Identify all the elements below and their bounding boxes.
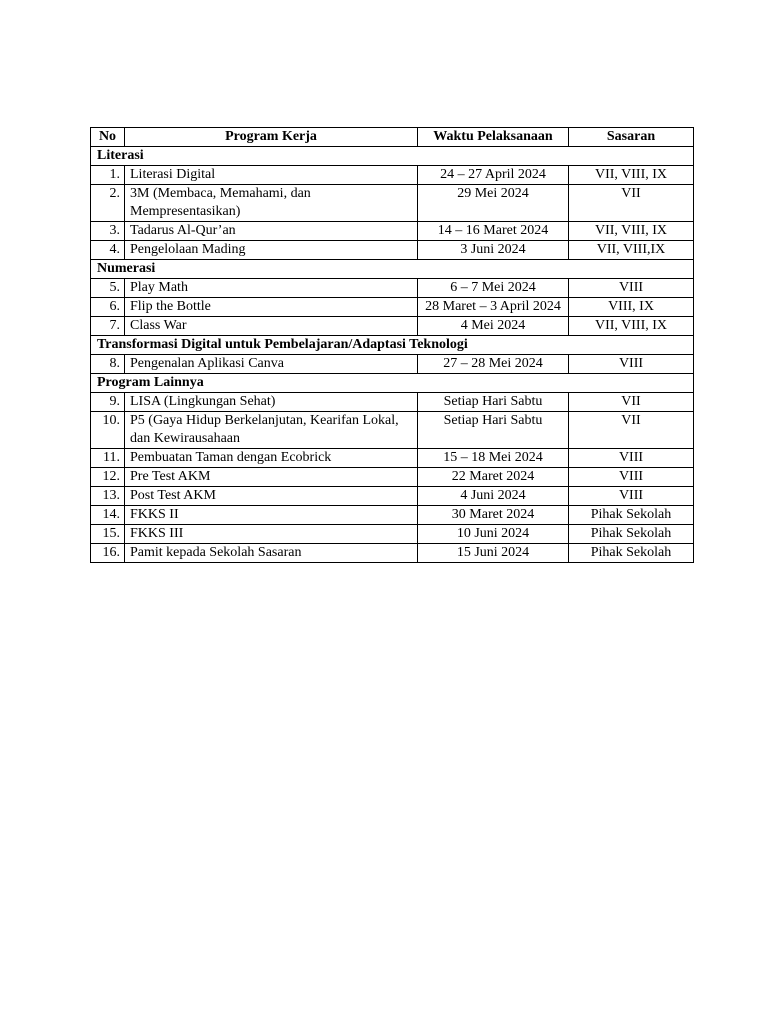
header-sasaran: Sasaran	[569, 128, 694, 147]
table-row	[91, 412, 694, 449]
cell-waktu-pelaksanaan: 10 Juni 2024	[418, 525, 569, 544]
table-row	[91, 317, 694, 336]
cell-sasaran: VII, VIII, IX	[569, 166, 694, 185]
table-row	[91, 355, 694, 374]
cell-no: 6.	[91, 298, 125, 317]
cell-no: 13.	[91, 487, 125, 506]
cell-no: 4.	[91, 241, 125, 260]
cell-no: 9.	[91, 393, 125, 412]
section-title: Numerasi	[91, 260, 694, 279]
cell-program-kerja: Pengenalan Aplikasi Canva	[125, 355, 418, 374]
cell-program-kerja: Class War	[125, 317, 418, 336]
cell-waktu-pelaksanaan: 28 Maret – 3 April 2024	[418, 298, 569, 317]
cell-sasaran: VII, VIII,IX	[569, 241, 694, 260]
cell-sasaran: VIII	[569, 468, 694, 487]
cell-program-kerja: Play Math	[125, 279, 418, 298]
table-row	[91, 241, 694, 260]
cell-no: 2.	[91, 185, 125, 222]
table-row	[91, 279, 694, 298]
cell-no: 7.	[91, 317, 125, 336]
table-row	[91, 166, 694, 185]
table-row	[91, 393, 694, 412]
table-body	[91, 147, 694, 563]
section-row	[91, 336, 694, 355]
table-row	[91, 468, 694, 487]
cell-program-kerja: Pembuatan Taman dengan Ecobrick	[125, 449, 418, 468]
cell-no: 11.	[91, 449, 125, 468]
cell-program-kerja: Pamit kepada Sekolah Sasaran	[125, 544, 418, 563]
cell-sasaran: Pihak Sekolah	[569, 506, 694, 525]
cell-program-kerja: Flip the Bottle	[125, 298, 418, 317]
section-row	[91, 374, 694, 393]
cell-waktu-pelaksanaan: 15 – 18 Mei 2024	[418, 449, 569, 468]
cell-program-kerja: LISA (Lingkungan Sehat)	[125, 393, 418, 412]
header-program-kerja: Program Kerja	[125, 128, 418, 147]
cell-sasaran: VIII	[569, 355, 694, 374]
cell-no: 10.	[91, 412, 125, 449]
cell-sasaran: VII, VIII, IX	[569, 317, 694, 336]
table-row	[91, 222, 694, 241]
cell-sasaran: VIII	[569, 487, 694, 506]
cell-no: 3.	[91, 222, 125, 241]
table-row	[91, 506, 694, 525]
cell-waktu-pelaksanaan: 4 Juni 2024	[418, 487, 569, 506]
table-row	[91, 544, 694, 563]
cell-waktu-pelaksanaan: 27 – 28 Mei 2024	[418, 355, 569, 374]
cell-program-kerja: Pengelolaan Mading	[125, 241, 418, 260]
cell-program-kerja: FKKS II	[125, 506, 418, 525]
cell-waktu-pelaksanaan: 30 Maret 2024	[418, 506, 569, 525]
cell-sasaran: VII	[569, 185, 694, 222]
cell-program-kerja: P5 (Gaya Hidup Berkelanjutan, Kearifan Lokal, dan Kewirausahaan	[125, 412, 418, 449]
cell-no: 1.	[91, 166, 125, 185]
cell-waktu-pelaksanaan: 15 Juni 2024	[418, 544, 569, 563]
cell-no: 12.	[91, 468, 125, 487]
cell-sasaran: VIII	[569, 279, 694, 298]
cell-waktu-pelaksanaan: 14 – 16 Maret 2024	[418, 222, 569, 241]
cell-waktu-pelaksanaan: Setiap Hari Sabtu	[418, 393, 569, 412]
cell-waktu-pelaksanaan: 24 – 27 April 2024	[418, 166, 569, 185]
cell-sasaran: Pihak Sekolah	[569, 525, 694, 544]
cell-no: 15.	[91, 525, 125, 544]
table-row	[91, 525, 694, 544]
cell-no: 16.	[91, 544, 125, 563]
table-row	[91, 185, 694, 222]
header-waktu-pelaksanaan: Waktu Pelaksanaan	[418, 128, 569, 147]
table-row	[91, 487, 694, 506]
cell-sasaran: VIII, IX	[569, 298, 694, 317]
cell-sasaran: VII, VIII, IX	[569, 222, 694, 241]
cell-waktu-pelaksanaan: Setiap Hari Sabtu	[418, 412, 569, 449]
cell-no: 14.	[91, 506, 125, 525]
table-header-row	[91, 128, 694, 147]
section-row	[91, 147, 694, 166]
cell-no: 5.	[91, 279, 125, 298]
cell-program-kerja: Pre Test AKM	[125, 468, 418, 487]
cell-sasaran: VII	[569, 393, 694, 412]
cell-program-kerja: 3M (Membaca, Memahami, dan Mempresentasikan)	[125, 185, 418, 222]
table-row	[91, 298, 694, 317]
cell-program-kerja: Tadarus Al-Qur’an	[125, 222, 418, 241]
table-row	[91, 449, 694, 468]
cell-program-kerja: Post Test AKM	[125, 487, 418, 506]
cell-program-kerja: FKKS III	[125, 525, 418, 544]
section-title: Literasi	[91, 147, 694, 166]
cell-waktu-pelaksanaan: 4 Mei 2024	[418, 317, 569, 336]
cell-waktu-pelaksanaan: 6 – 7 Mei 2024	[418, 279, 569, 298]
cell-waktu-pelaksanaan: 22 Maret 2024	[418, 468, 569, 487]
header-no: No	[91, 128, 125, 147]
cell-waktu-pelaksanaan: 29 Mei 2024	[418, 185, 569, 222]
cell-no: 8.	[91, 355, 125, 374]
cell-sasaran: VIII	[569, 449, 694, 468]
section-title: Transformasi Digital untuk Pembelajaran/Adaptasi Teknologi	[91, 336, 694, 355]
cell-sasaran: VII	[569, 412, 694, 449]
program-table	[90, 127, 694, 563]
section-row	[91, 260, 694, 279]
cell-waktu-pelaksanaan: 3 Juni 2024	[418, 241, 569, 260]
cell-program-kerja: Literasi Digital	[125, 166, 418, 185]
cell-sasaran: Pihak Sekolah	[569, 544, 694, 563]
section-title: Program Lainnya	[91, 374, 694, 393]
